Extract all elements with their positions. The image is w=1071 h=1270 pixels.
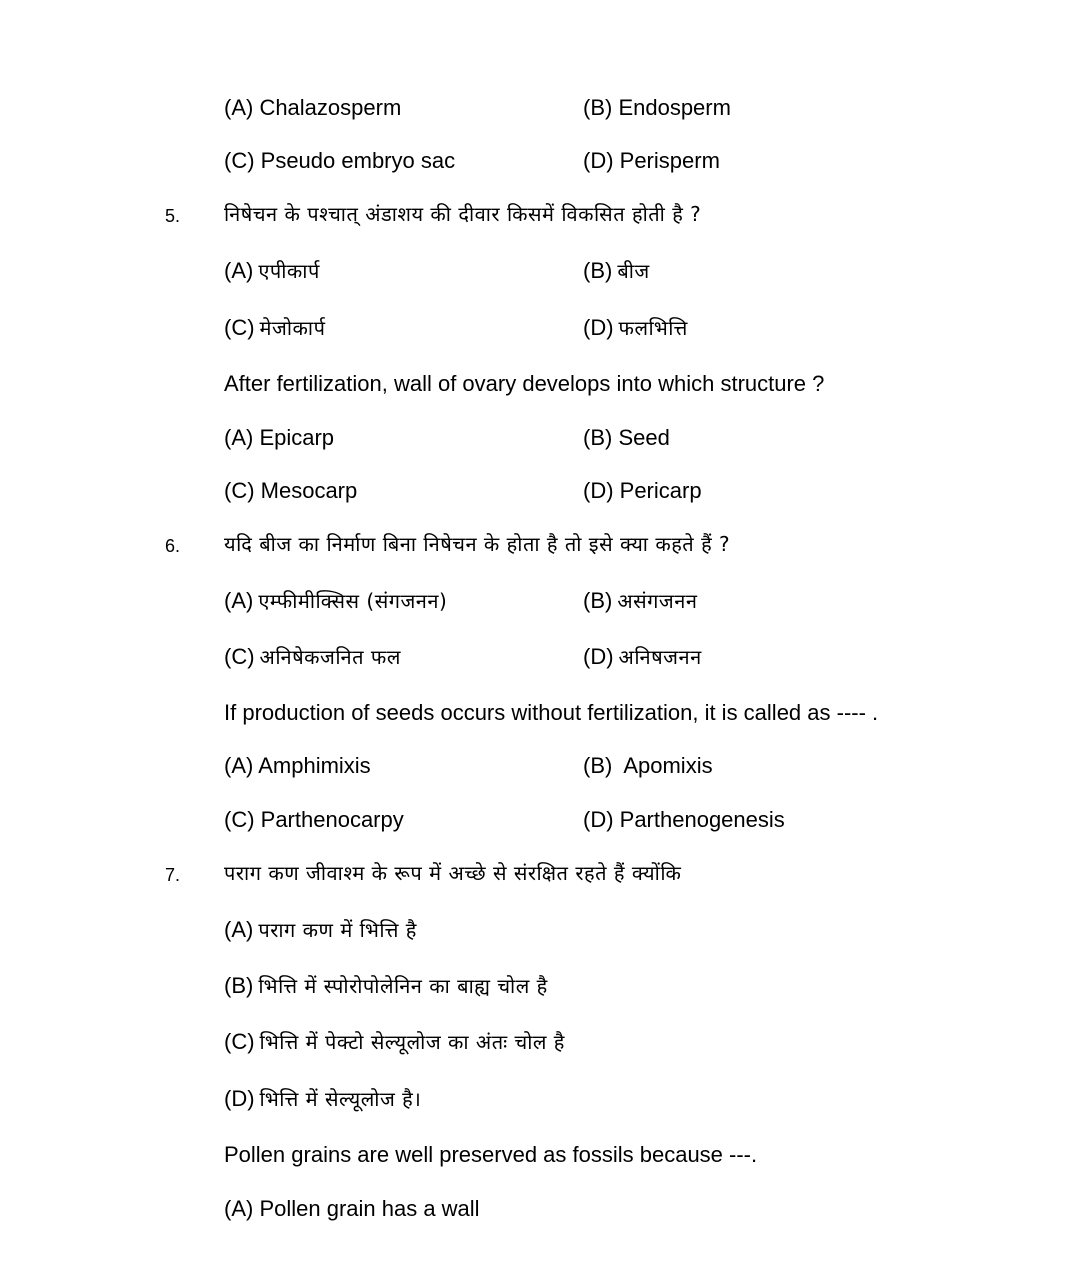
option-label: (D) bbox=[224, 1086, 255, 1111]
q5-option-a: (A) Epicarp bbox=[224, 425, 335, 450]
q6-number: 6. bbox=[165, 536, 181, 556]
option-text: बीज bbox=[617, 259, 650, 283]
q5-option-c: (C) Mesocarp bbox=[224, 478, 358, 503]
option-text: अनिषेकजनित फल bbox=[259, 645, 401, 669]
option-label: (A) bbox=[224, 258, 254, 283]
option-label: (A) bbox=[224, 588, 254, 613]
q6-question-english: If production of seeds occurs without fertilization, it is called as ---- . bbox=[224, 700, 879, 725]
option-text: भित्ति में स्पोरोपोलेनिन का बाह्य चोल है bbox=[258, 974, 548, 998]
option-label: (D) bbox=[583, 644, 614, 669]
q5-option-d: (D) Pericarp bbox=[583, 478, 702, 503]
q5-question-hindi: निषेचन के पश्चात् अंडाशय की दीवार किसमें विकसित होती है ? bbox=[224, 202, 702, 226]
q6-option-a-hindi bbox=[224, 588, 447, 614]
q4-option-a: (A) Chalazosperm bbox=[224, 95, 402, 120]
option-label: (B) bbox=[224, 973, 254, 998]
q5-option-c-hindi bbox=[224, 315, 325, 341]
q6-question-hindi: यदि बीज का निर्माण बिना निषेचन के होता है तो इसे क्या कहते हैं ? bbox=[224, 532, 731, 556]
option-text: एपीकार्प bbox=[258, 259, 320, 283]
q7-option-c-hindi bbox=[224, 1029, 565, 1055]
option-text: पराग कण में भित्ति है bbox=[258, 918, 417, 942]
q7-question-hindi: पराग कण जीवाश्म के रूप में अच्छे से संरक्षित रहते हैं क्योंकि bbox=[224, 861, 682, 885]
q4-option-b: (B) Endosperm bbox=[583, 95, 731, 120]
option-label: (A) bbox=[224, 917, 254, 942]
option-text: भित्ति में सेल्यूलोज है। bbox=[259, 1087, 422, 1111]
option-label: (B) bbox=[583, 258, 613, 283]
option-label: (D) bbox=[583, 315, 614, 340]
q6-option-b: (B) Apomixis bbox=[583, 753, 713, 778]
option-label: (C) bbox=[224, 644, 255, 669]
q6-option-a: (A) Amphimixis bbox=[224, 753, 371, 778]
q4-option-c: (C) Pseudo embryo sac bbox=[224, 148, 456, 173]
option-text: असंगजनन bbox=[617, 589, 698, 613]
option-text: अनिषजनन bbox=[618, 645, 702, 669]
q5-number: 5. bbox=[165, 206, 181, 226]
option-label: (B) bbox=[583, 588, 613, 613]
q7-option-a: (A) Pollen grain has a wall bbox=[224, 1196, 480, 1221]
q7-question-english: Pollen grains are well preserved as fossils because ---. bbox=[224, 1142, 758, 1167]
q6-option-b-hindi bbox=[583, 588, 697, 614]
q5-option-b: (B) Seed bbox=[583, 425, 670, 450]
q6-option-c-hindi bbox=[224, 644, 401, 670]
q6-option-d: (D) Parthenogenesis bbox=[583, 807, 785, 832]
option-text: फलभित्ति bbox=[618, 316, 688, 340]
q4-option-d: (D) Perisperm bbox=[583, 148, 720, 173]
q5-question-english: After fertilization, wall of ovary develops into which structure ? bbox=[224, 371, 825, 396]
option-text: मेजोकार्प bbox=[259, 316, 326, 340]
option-label: (C) bbox=[224, 315, 255, 340]
q5-option-a-hindi bbox=[224, 258, 320, 284]
q6-option-c: (C) Parthenocarpy bbox=[224, 807, 404, 832]
q5-option-d-hindi bbox=[583, 315, 688, 341]
option-label: (C) bbox=[224, 1029, 255, 1054]
option-text: भित्ति में पेक्टो सेल्यूलोज का अंतः चोल है bbox=[259, 1030, 565, 1054]
q7-option-b-hindi bbox=[224, 973, 548, 999]
q7-option-d-hindi bbox=[224, 1086, 421, 1112]
q7-option-a-hindi bbox=[224, 917, 417, 943]
q5-option-b-hindi bbox=[583, 258, 650, 284]
q6-option-d-hindi bbox=[583, 644, 702, 670]
q7-number: 7. bbox=[165, 865, 181, 885]
option-text: एम्फीमीक्सिस (संगजनन) bbox=[258, 589, 448, 613]
